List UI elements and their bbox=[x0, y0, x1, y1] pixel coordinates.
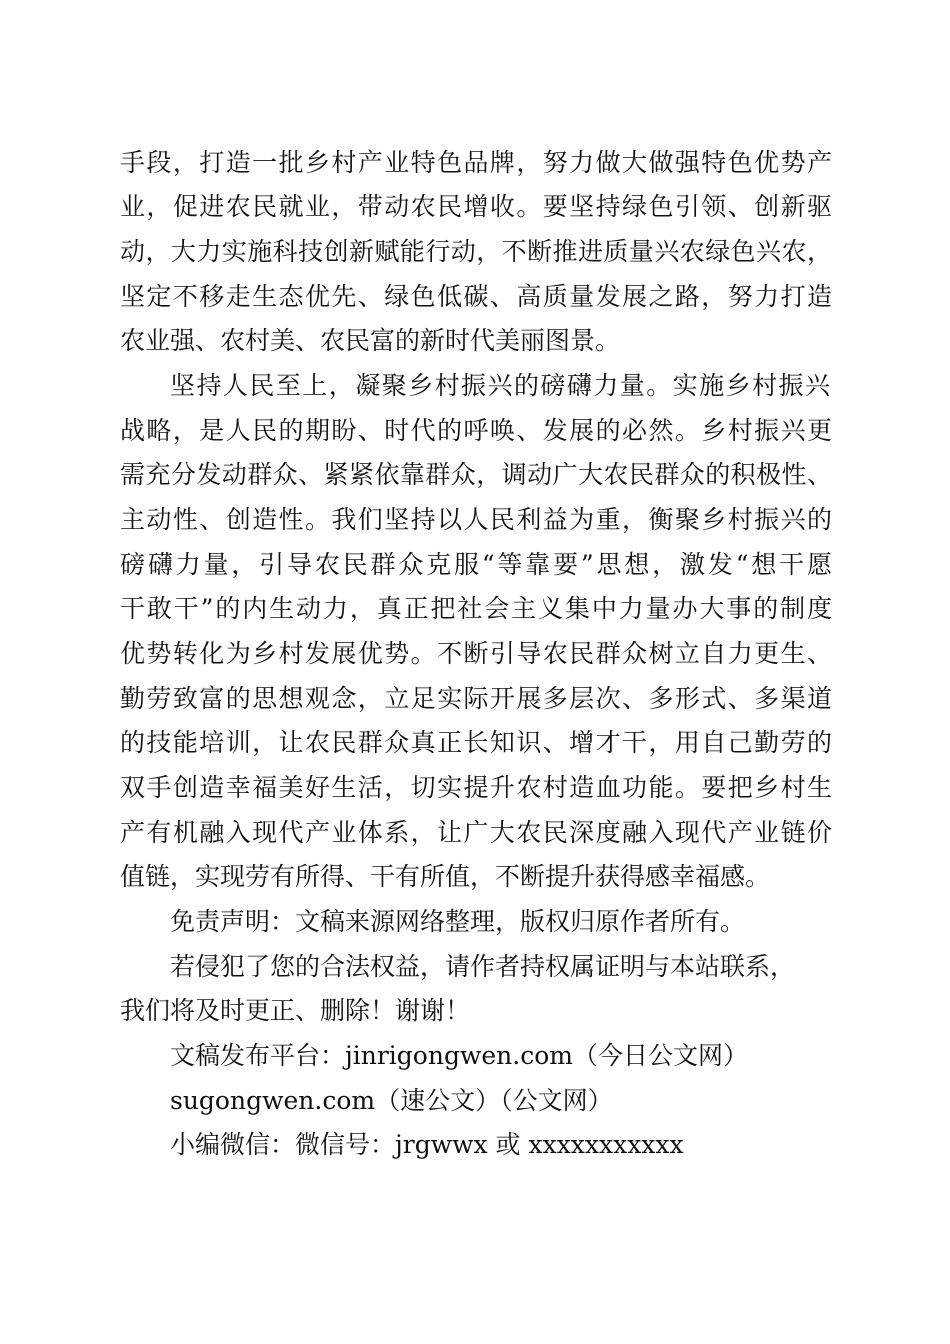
paragraph-line: 农业强、农村美、农民富的新时代美丽图景。 bbox=[120, 326, 621, 355]
paragraph-line: 双手创造幸福美好生活，切实提升农村造血功能。要把乡村生 bbox=[120, 773, 832, 802]
paragraph-line: 业，促进农民就业，带动农民增收。要坚持绿色引领、创新驱 bbox=[120, 192, 832, 221]
paragraph-line: 坚定不移走生态优先、绿色低碳、高质量发展之路，努力打造 bbox=[120, 282, 832, 311]
paragraph-line: 产有机融入现代产业体系，让广大农民深度融入现代产业链价 bbox=[120, 818, 832, 847]
paragraph-line: 干敢干”的内生动力，真正把社会主义集中力量办大事的制度 bbox=[120, 594, 832, 623]
disclaimer-line: 若侵犯了您的合法权益，请作者持权属证明与本站联系， bbox=[170, 952, 796, 981]
paragraph-line: 优势转化为乡村发展优势。不断引导农民群众树立自力更生、 bbox=[120, 639, 832, 668]
paragraph-line: 主动性、创造性。我们坚持以人民利益为重，衡聚乡村振兴的 bbox=[120, 505, 832, 534]
paragraph-line: 坚持人民至上，凝聚乡村振兴的磅礴力量。实施乡村振兴 bbox=[170, 371, 830, 400]
paragraph-line: 勤劳致富的思想观念，立足实际开展多层次、多形式、多渠道 bbox=[120, 684, 832, 713]
paragraph-line: 的技能培训，让农民群众真正长知识、增才干，用自己勤劳的 bbox=[120, 728, 832, 757]
paragraph-line: 值链，实现劳有所得、干有所值，不断提升获得感幸福感。 bbox=[120, 862, 771, 891]
publish-platform-line: 文稿发布平台：jinrigongwen.com（今日公文网） bbox=[170, 1041, 748, 1070]
paragraph-line: 动，大力实施科技创新赋能行动，不断推进质量兴农绿色兴农， bbox=[120, 237, 832, 266]
paragraph-line: 手段，打造一批乡村产业特色品牌，努力做大做强特色优势产 bbox=[120, 148, 832, 177]
paragraph-line: 需充分发动群众、紧紧依靠群众，调动广大农民群众的积极性、 bbox=[120, 460, 832, 489]
paragraph-line: 战略，是人民的期盼、时代的呼唤、发展的必然。乡村振兴更 bbox=[120, 416, 832, 445]
disclaimer-line: 免责声明：文稿来源网络整理，版权归原作者所有。 bbox=[170, 907, 746, 936]
paragraph-line: 磅礴力量，引导农民群众克服“等靠要”思想，激发“想干愿 bbox=[120, 550, 832, 579]
wechat-line: 小编微信：微信号：jrgwwx 或 xxxxxxxxxxx bbox=[170, 1130, 684, 1159]
site-line: sugongwen.com（速公文）（公文网） bbox=[170, 1086, 613, 1115]
disclaimer-line: 我们将及时更正、删除！谢谢！ bbox=[120, 996, 471, 1025]
